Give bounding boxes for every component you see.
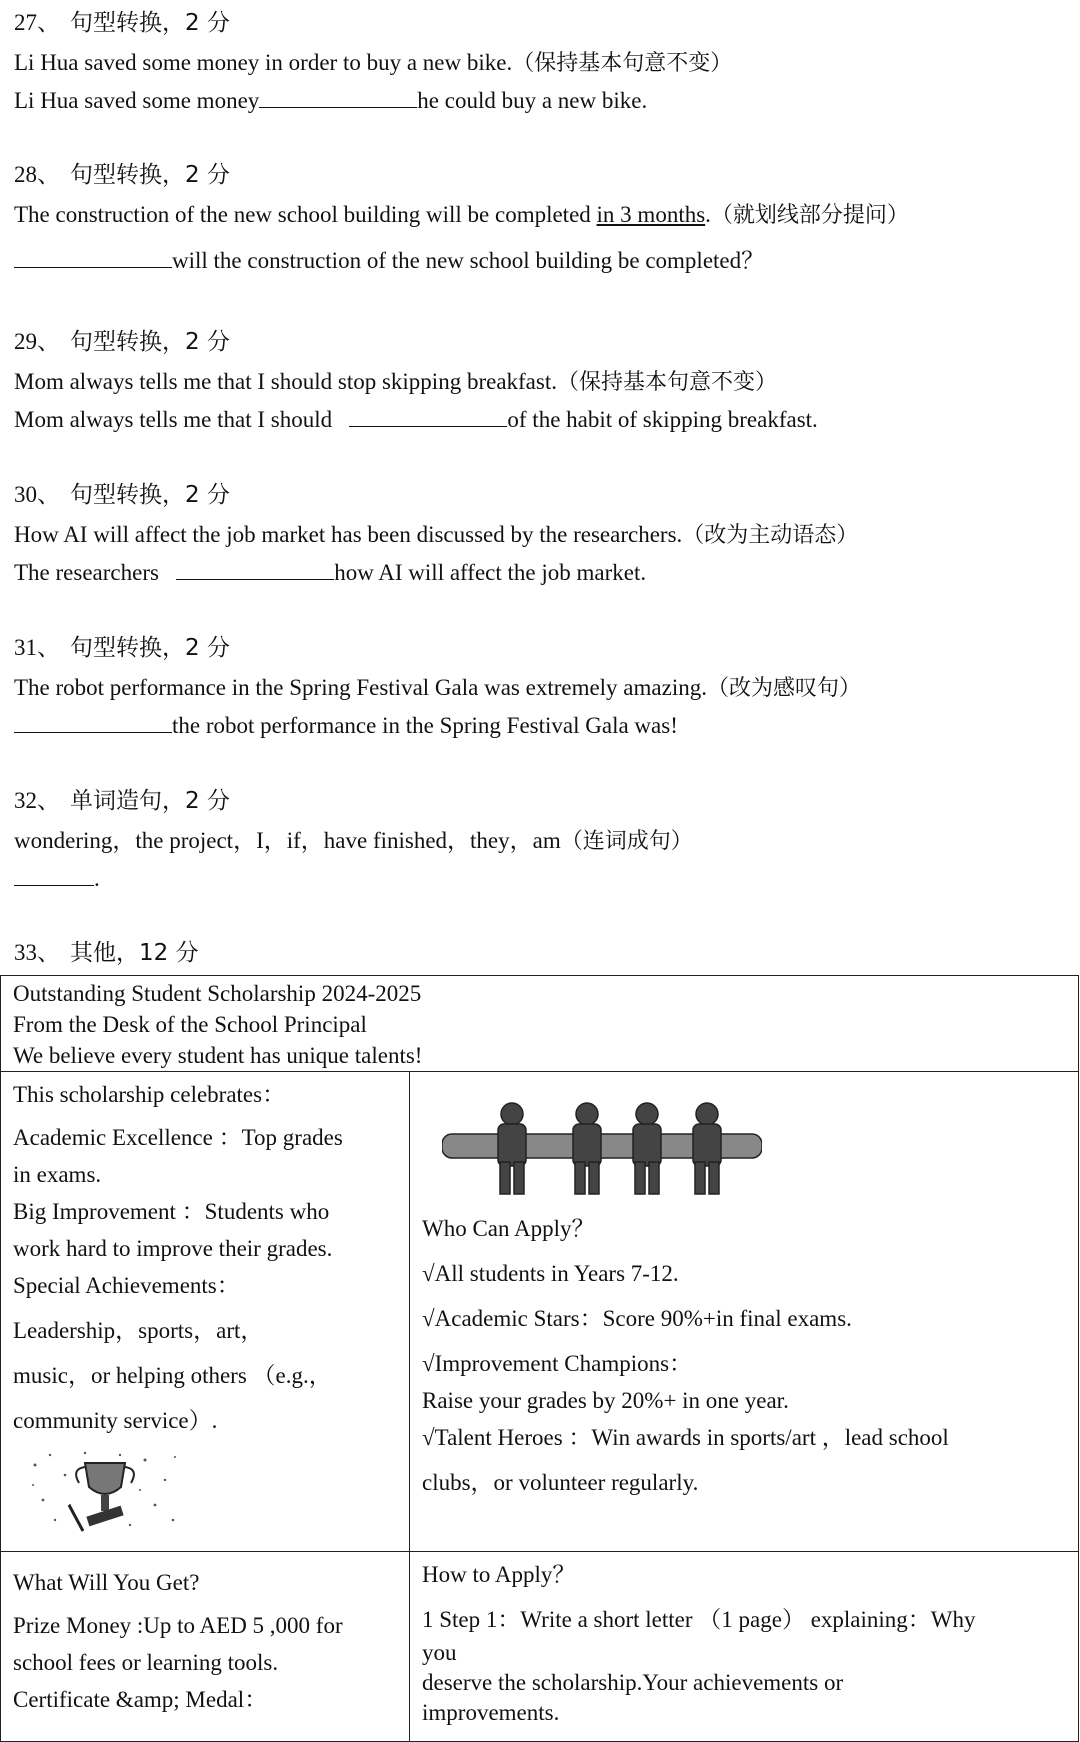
question-28-original: The construction of the new school building will be completed in 3 months.（就划线部分提问） <box>14 202 909 228</box>
question-32 <box>14 786 1070 897</box>
scholarship-who-can-apply-cell: Who Can Apply？ √All students in Years 7-12. √Academic Stars：Score 90%+in final exams. √Improvement Champions： Raise your grades by 20%+ in one year. √Talent Heroes ：Win awards in sports/art ，lead school clubs，or volunteer regularly. <box>410 1072 1079 1552</box>
answer-blank-29[interactable] <box>349 404 507 427</box>
students-image <box>442 1100 762 1200</box>
question-28 <box>14 160 1070 279</box>
question-27 <box>14 8 1070 119</box>
question-32-answer: . <box>14 860 1070 897</box>
scholarship-from: From the Desk of the School Principal <box>13 1012 367 1037</box>
scholarship-title: Outstanding Student Scholarship 2024-2025 <box>13 981 422 1006</box>
answer-blank-28[interactable] <box>14 245 172 268</box>
question-27-original: Li Hua saved some money in order to buy a new bike.（保持基本句意不变） <box>14 50 733 76</box>
scholarship-how-to-apply-cell: How to Apply？ 1 Step 1：Write a short letter （1 page） explaining：Why you deserve the scholarship.Your achievements or improvements. <box>410 1552 1079 1742</box>
question-29-heading: 29、 句型转换，2 分 <box>14 329 230 355</box>
answer-blank-32[interactable] <box>14 863 94 886</box>
scholarship-motto: We believe every student has unique talents! <box>13 1043 423 1068</box>
question-33-heading: 33、 其他，12 分 <box>14 940 199 966</box>
question-31 <box>14 633 1070 744</box>
question-29-rewrite: Mom always tells me that I should of the habit of skipping breakfast. <box>14 401 1070 438</box>
question-31-original: The robot performance in the Spring Festival Gala was extremely amazing.（改为感叹句） <box>14 675 861 701</box>
question-30-rewrite: The researchers how AI will affect the job market. <box>14 554 1070 591</box>
answer-blank-30[interactable] <box>176 557 334 580</box>
question-30 <box>14 480 1070 591</box>
question-31-rewrite: the robot performance in the Spring Festival Gala was! <box>14 707 1070 744</box>
answer-blank-31[interactable] <box>14 710 172 733</box>
scholarship-header <box>1 976 1079 1072</box>
question-29-original: Mom always tells me that I should stop skipping breakfast.（保持基本句意不变） <box>14 369 777 395</box>
question-27-heading: 27、 句型转换，2 分 <box>14 10 230 36</box>
scholarship-what-you-get-cell: What Will You Get? Prize Money :Up to AED 5 ,000 for school fees or learning tools. Certificate &amp; Medal： <box>1 1552 410 1742</box>
question-27-rewrite: Li Hua saved some money he could buy a new bike. <box>14 82 1070 119</box>
scholarship-notice-table <box>0 975 1079 1742</box>
question-30-original: How AI will affect the job market has been discussed by the researchers.（改为主动语态） <box>14 522 859 548</box>
trophy-icon <box>25 1445 185 1535</box>
question-31-heading: 31、 句型转换，2 分 <box>14 635 230 661</box>
answer-blank-27[interactable] <box>259 85 417 108</box>
question-28-heading: 28、 句型转换，2 分 <box>14 162 230 188</box>
question-28-rewrite: will the construction of the new school building be completed？ <box>14 242 1070 279</box>
question-33 <box>14 938 1070 974</box>
question-32-heading: 32、 单词造句，2 分 <box>14 788 230 814</box>
question-29 <box>14 327 1070 438</box>
question-30-heading: 30、 句型转换，2 分 <box>14 482 230 508</box>
question-32-words: wondering，the project，I，if，have finished，they，am（连词成句） <box>14 828 693 854</box>
scholarship-celebrates-cell: This scholarship celebrates： Academic Excellence ：Top grades in exams. Big Improvement ：Students who work hard to improve their grades. Special Achievements： Leadership，sports，art， music，or helping others （e.g.， community service）. <box>1 1072 410 1552</box>
